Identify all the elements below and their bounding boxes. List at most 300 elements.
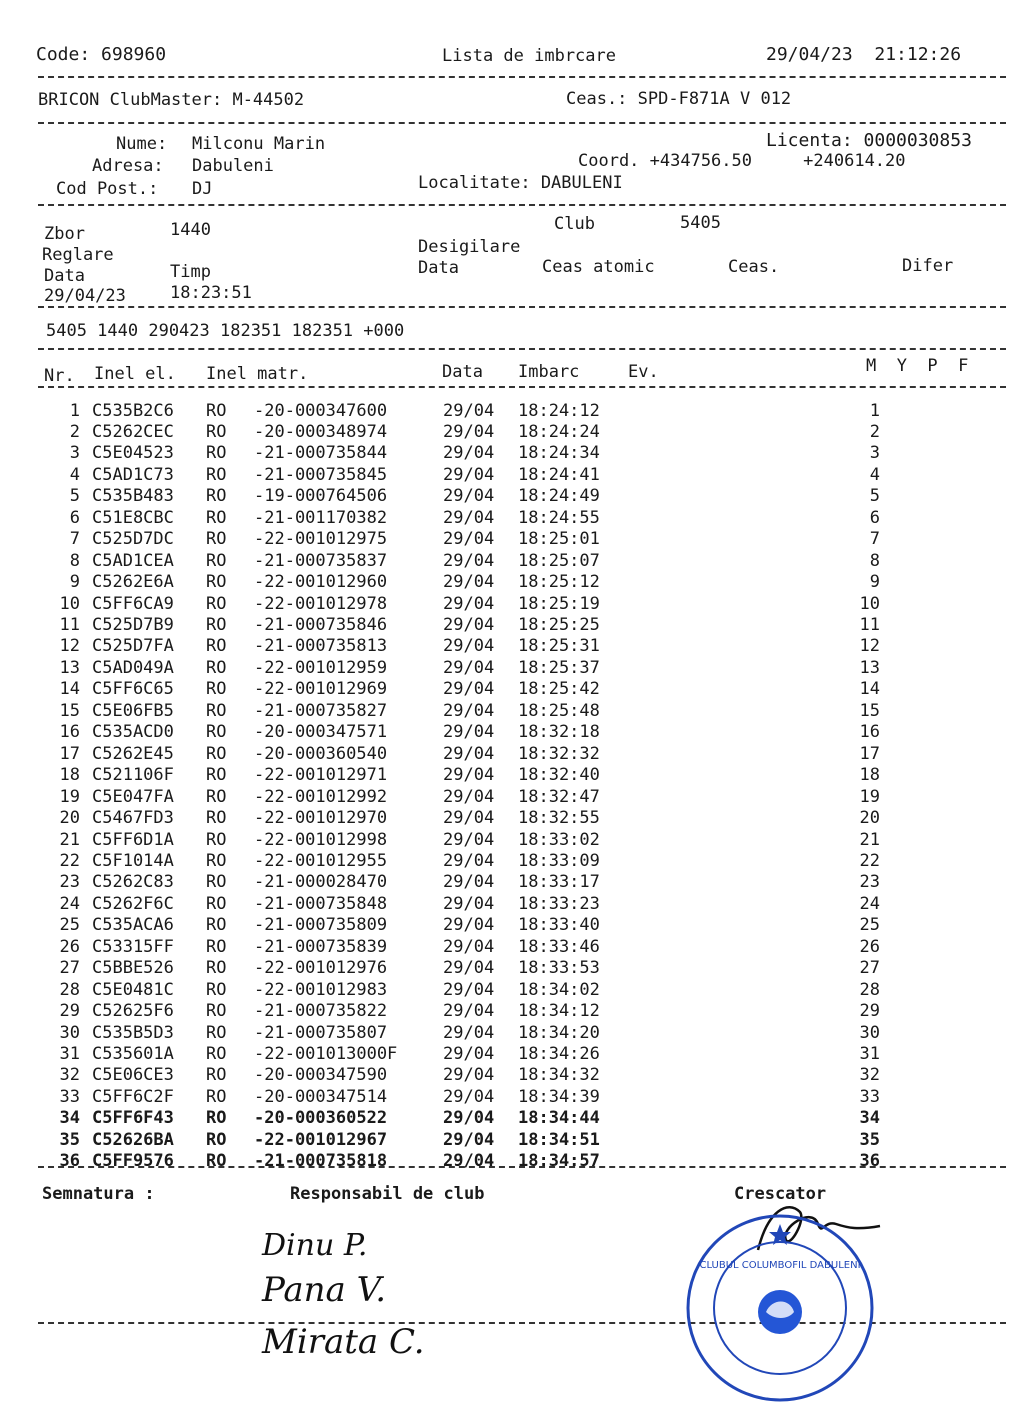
ring-number: -22-001012959: [254, 657, 388, 678]
row-number: 15: [59, 700, 80, 721]
entry-date: 29/04: [443, 657, 495, 678]
entry-date: 29/04: [443, 979, 495, 1000]
m-index: 11: [859, 615, 880, 635]
ring-number: -20-000360522: [254, 1108, 388, 1129]
ring-number: -21-000735809: [254, 915, 388, 936]
electronic-ring: C53315FF: [92, 936, 174, 957]
ring-country: RO: [206, 936, 227, 957]
ring-country: RO: [206, 1001, 227, 1022]
ring-country: RO: [206, 1129, 227, 1150]
entry-date: 29/04: [443, 572, 495, 593]
ring-number: -22-001012998: [254, 829, 388, 850]
entry-time: 18:33:23: [518, 893, 600, 914]
electronic-ring: C5AD1C73: [92, 464, 174, 485]
entry-time: 18:34:44: [518, 1108, 600, 1129]
electronic-ring: C5E047FA: [92, 786, 174, 807]
table-row: [0, 872, 1024, 893]
ring-country: RO: [206, 743, 227, 764]
table-row: [0, 1001, 1024, 1022]
electronic-ring: C525D7FA: [92, 636, 174, 657]
ring-number: -21-000028470: [254, 872, 388, 893]
ring-country: RO: [206, 636, 227, 657]
entry-date: 29/04: [443, 507, 495, 528]
ring-number: -22-001012969: [254, 679, 388, 700]
ring-number: -22-001012955: [254, 850, 388, 871]
entry-date: 29/04: [443, 464, 495, 485]
table-row: [0, 1044, 1024, 1065]
ring-country: RO: [206, 1065, 227, 1086]
row-number: 13: [59, 657, 80, 678]
ring-country: RO: [206, 979, 227, 1000]
electronic-ring: C52626BA: [92, 1129, 174, 1150]
row-number: 23: [59, 872, 80, 893]
row-number: 3: [69, 443, 80, 464]
m-index: 26: [859, 936, 880, 957]
electronic-ring: C5467FD3: [92, 808, 174, 829]
table-row: [0, 422, 1024, 443]
col-header-nr: Nr.: [44, 366, 75, 386]
row-number: 26: [59, 936, 80, 957]
table-row: [0, 615, 1024, 636]
entry-date: 29/04: [443, 808, 495, 829]
ring-country: RO: [206, 700, 227, 721]
electronic-ring: C5FF9576: [92, 1151, 174, 1172]
entry-time: 18:32:40: [518, 765, 600, 786]
row-number: 16: [59, 722, 80, 743]
table-row: [0, 1065, 1024, 1086]
electronic-ring: C5AD1CEA: [92, 550, 174, 571]
electronic-ring: C5FF6CA9: [92, 593, 174, 614]
entry-time: 18:25:37: [518, 657, 600, 678]
row-number: 31: [59, 1044, 80, 1064]
coordinates: Coord. +434756.50 +240614.20: [578, 151, 906, 171]
entry-date: 29/04: [443, 1108, 495, 1129]
row-number: 10: [59, 593, 80, 614]
ring-country: RO: [206, 786, 227, 807]
table-row: [0, 894, 1024, 915]
ceas-atomic-label: Ceas atomic: [542, 257, 655, 277]
reglare-time: 18:23:51: [170, 283, 252, 303]
ring-number: -20-000360540: [254, 743, 388, 764]
entry-time: 18:34:02: [518, 979, 600, 1000]
electronic-ring: C5E04523: [92, 443, 174, 464]
entry-date: 29/04: [443, 700, 495, 721]
ring-country: RO: [206, 1108, 227, 1129]
zbor-label: Zbor: [44, 224, 85, 244]
row-number: 2: [69, 421, 80, 442]
row-number: 8: [69, 550, 80, 571]
license-number: Licenta: 0000030853: [766, 130, 972, 151]
entry-time: 18:33:09: [518, 850, 600, 871]
row-number: 17: [59, 743, 80, 764]
entry-time: 18:25:07: [518, 550, 600, 571]
ring-number: -21-000735822: [254, 1001, 388, 1022]
m-index: 1: [869, 400, 880, 421]
entry-time: 18:25:01: [518, 529, 600, 550]
row-number: 12: [59, 636, 80, 657]
ring-country: RO: [206, 400, 227, 421]
entry-time: 18:33:53: [518, 958, 600, 979]
ring-number: -20-000347590: [254, 1065, 388, 1086]
club-label: Club: [554, 214, 595, 234]
ring-number: -22-001012983: [254, 979, 388, 1000]
entry-time: 18:33:46: [518, 936, 600, 957]
ring-number: -20-000347571: [254, 722, 388, 743]
table-row: [0, 572, 1024, 593]
ring-country: RO: [206, 615, 227, 635]
entry-time: 18:25:31: [518, 636, 600, 657]
electronic-ring: C525D7B9: [92, 615, 174, 635]
entry-date: 29/04: [443, 550, 495, 571]
table-row: [0, 808, 1024, 829]
row-number: 20: [59, 808, 80, 829]
table-row: [0, 830, 1024, 851]
ring-number: -22-001012970: [254, 808, 388, 829]
row-number: 21: [59, 829, 80, 850]
document-code: Code: 698960: [36, 44, 167, 65]
ring-number: -21-000735839: [254, 936, 388, 957]
row-number: 14: [59, 679, 80, 700]
entry-date: 29/04: [443, 786, 495, 807]
owner-postcode: DJ: [192, 179, 213, 199]
entry-date: 29/04: [443, 529, 495, 550]
ring-country: RO: [206, 893, 227, 914]
breeder-label: Crescator: [734, 1184, 827, 1204]
ring-country: RO: [206, 850, 227, 871]
ring-country: RO: [206, 1022, 227, 1043]
entry-time: 18:34:32: [518, 1065, 600, 1086]
clock-id: Ceas.: SPD-F871A V 012: [566, 89, 792, 109]
electronic-ring: C5FF6F43: [92, 1108, 174, 1129]
entry-time: 18:34:12: [518, 1001, 600, 1022]
ring-country: RO: [206, 1044, 227, 1064]
entry-date: 29/04: [443, 765, 495, 786]
entry-date: 29/04: [443, 1129, 495, 1150]
ring-number: -21-001170382: [254, 507, 388, 528]
table-row: [0, 765, 1024, 786]
m-index: 30: [859, 1022, 880, 1043]
row-number: 29: [59, 1001, 80, 1022]
table-row: [0, 658, 1024, 679]
ring-country: RO: [206, 443, 227, 464]
difer-label: Difer: [902, 256, 954, 276]
entry-time: 18:24:34: [518, 443, 600, 464]
reglare-date: 29/04/23: [44, 286, 126, 306]
entry-time: 18:34:39: [518, 1086, 600, 1107]
divider: [38, 306, 1006, 308]
ring-country: RO: [206, 722, 227, 743]
table-row: [0, 937, 1024, 958]
col-header-ev: Ev.: [628, 362, 659, 382]
m-index: 18: [859, 765, 880, 786]
ring-number: -21-000735848: [254, 893, 388, 914]
entry-date: 29/04: [443, 636, 495, 657]
m-index: 33: [859, 1086, 880, 1107]
m-index: 32: [859, 1065, 880, 1086]
ring-number: -21-000735845: [254, 464, 388, 485]
table-row: [0, 679, 1024, 700]
m-index: 17: [859, 743, 880, 764]
row-number: 24: [59, 893, 80, 914]
row-number: 6: [69, 507, 80, 528]
ring-country: RO: [206, 1086, 227, 1107]
row-number: 33: [59, 1086, 80, 1107]
ring-number: -21-000735846: [254, 615, 388, 635]
table-row: [0, 744, 1024, 765]
table-row: [0, 508, 1024, 529]
m-index: 35: [859, 1129, 880, 1150]
row-number: 4: [69, 464, 80, 485]
row-number: 28: [59, 979, 80, 1000]
entry-date: 29/04: [443, 1044, 495, 1064]
m-index: 20: [859, 808, 880, 829]
m-index: 2: [869, 421, 880, 442]
ring-country: RO: [206, 572, 227, 593]
owner-name: Milconu Marin: [192, 134, 326, 154]
m-index: 12: [859, 636, 880, 657]
entry-date: 29/04: [443, 486, 495, 507]
table-row: [0, 443, 1024, 464]
ring-country: RO: [206, 808, 227, 829]
m-index: 21: [859, 829, 880, 850]
m-index: 23: [859, 872, 880, 893]
entry-time: 18:25:48: [518, 700, 600, 721]
row-number: 1: [69, 400, 80, 421]
divider: [38, 76, 1006, 78]
ring-country: RO: [206, 657, 227, 678]
entry-time: 18:34:57: [518, 1151, 600, 1172]
entry-time: 18:25:19: [518, 593, 600, 614]
electronic-ring: C535B2C6: [92, 400, 174, 421]
entry-date: 29/04: [443, 1065, 495, 1086]
row-number: 32: [59, 1065, 80, 1086]
ring-country: RO: [206, 915, 227, 936]
table-row: [0, 851, 1024, 872]
entry-time: 18:32:55: [518, 808, 600, 829]
entry-time: 18:25:12: [518, 572, 600, 593]
electronic-ring: C535ACA6: [92, 915, 174, 936]
entry-time: 18:24:24: [518, 421, 600, 442]
entry-time: 18:33:17: [518, 872, 600, 893]
ring-number: -21-000735807: [254, 1022, 388, 1043]
entry-time: 18:32:18: [518, 722, 600, 743]
table-row: [0, 915, 1024, 936]
table-row: [0, 1108, 1024, 1129]
electronic-ring: C535B483: [92, 486, 174, 507]
m-index: 22: [859, 850, 880, 871]
entry-time: 18:24:12: [518, 400, 600, 421]
electronic-ring: C5F1014A: [92, 850, 174, 871]
entry-date: 29/04: [443, 829, 495, 850]
electronic-ring: C5FF6C2F: [92, 1086, 174, 1107]
ring-number: -22-001012978: [254, 593, 388, 614]
m-index: 34: [859, 1108, 880, 1129]
electronic-ring: C5BBE526: [92, 958, 174, 979]
m-index: 29: [859, 1001, 880, 1022]
row-number: 34: [59, 1108, 80, 1129]
entry-date: 29/04: [443, 1151, 495, 1172]
entry-time: 18:34:26: [518, 1044, 600, 1064]
electronic-ring: C535601A: [92, 1044, 174, 1064]
col-header-data: Data: [442, 362, 483, 382]
divider: [38, 204, 1006, 206]
table-row: [0, 1151, 1024, 1172]
entry-date: 29/04: [443, 1022, 495, 1043]
m-index: 6: [869, 507, 880, 528]
ring-country: RO: [206, 829, 227, 850]
entry-date: 29/04: [443, 679, 495, 700]
ring-number: -22-001012975: [254, 529, 388, 550]
entry-time: 18:33:02: [518, 829, 600, 850]
data-label: Data: [44, 266, 85, 286]
ring-number: -21-000735818: [254, 1151, 388, 1172]
stamp-inner-text: CLUBUL COLUMBOFIL DABULENI: [699, 1260, 861, 1271]
electronic-ring: C5FF6C65: [92, 679, 174, 700]
postcode-label: Cod Post.:: [56, 179, 159, 199]
club-stamp: [680, 1208, 880, 1408]
table-row: [0, 722, 1024, 743]
ceas-label: Ceas.: [728, 257, 780, 277]
desigilare-label: Desigilare: [418, 237, 521, 257]
table-row: [0, 636, 1024, 657]
electronic-ring: C5E06CE3: [92, 1065, 174, 1086]
entry-date: 29/04: [443, 958, 495, 979]
row-number: 22: [59, 850, 80, 871]
entry-date: 29/04: [443, 872, 495, 893]
entry-date: 29/04: [443, 743, 495, 764]
ring-number: -22-001012967: [254, 1129, 388, 1150]
entry-time: 18:32:47: [518, 786, 600, 807]
summary-line: 5405 1440 290423 182351 182351 +000: [46, 321, 405, 341]
table-row: [0, 401, 1024, 422]
document-datetime: 29/04/23 21:12:26: [766, 44, 962, 65]
table-row: [0, 701, 1024, 722]
m-index: 31: [859, 1044, 880, 1064]
entry-time: 18:33:40: [518, 915, 600, 936]
m-index: 14: [859, 679, 880, 700]
handwritten-signature-3: Mirata C.: [262, 1322, 425, 1362]
entry-date: 29/04: [443, 400, 495, 421]
table-row: [0, 980, 1024, 1001]
ring-number: -20-000347600: [254, 400, 388, 421]
entry-date: 29/04: [443, 1086, 495, 1107]
row-number: 35: [59, 1129, 80, 1150]
club-responsible-label: Responsabil de club: [290, 1184, 485, 1204]
ring-number: -20-000348974: [254, 421, 388, 442]
ring-number: -22-001012971: [254, 765, 388, 786]
reglare-label: Reglare: [42, 245, 114, 265]
entry-time: 18:24:41: [518, 464, 600, 485]
row-number: 5: [69, 486, 80, 507]
ring-country: RO: [206, 958, 227, 979]
table-row: [0, 529, 1024, 550]
m-index: 36: [859, 1151, 880, 1172]
m-index: 10: [859, 593, 880, 614]
electronic-ring: C535ACD0: [92, 722, 174, 743]
entry-date: 29/04: [443, 593, 495, 614]
zbor-value: 1440: [170, 220, 211, 240]
entry-date: 29/04: [443, 421, 495, 442]
electronic-ring: C521106F: [92, 765, 174, 786]
divider: [38, 1166, 1006, 1168]
m-index: 3: [869, 443, 880, 464]
ring-number: -22-001012960: [254, 572, 388, 593]
ring-country: RO: [206, 765, 227, 786]
device-model: BRICON ClubMaster: M-44502: [38, 90, 305, 110]
ring-number: -21-000735813: [254, 636, 388, 657]
table-row: [0, 465, 1024, 486]
handwritten-signature-2: Pana V.: [262, 1270, 387, 1310]
table-row: [0, 594, 1024, 615]
divider: [38, 348, 1006, 350]
handwritten-signature-1: Dinu P.: [262, 1228, 368, 1263]
entry-time: 18:25:42: [518, 679, 600, 700]
entry-date: 29/04: [443, 615, 495, 635]
electronic-ring: C5E0481C: [92, 979, 174, 1000]
entry-date: 29/04: [443, 722, 495, 743]
address-label: Adresa:: [92, 156, 164, 176]
timp-label: Timp: [170, 262, 211, 282]
entry-time: 18:24:55: [518, 507, 600, 528]
divider: [38, 122, 1006, 124]
ring-country: RO: [206, 529, 227, 550]
owner-address: Dabuleni: [192, 156, 274, 176]
ring-country: RO: [206, 872, 227, 893]
m-index: 7: [869, 529, 880, 550]
ring-number: -22-001012976: [254, 958, 388, 979]
signature-label: Semnatura :: [42, 1184, 155, 1204]
document-title: Lista de imbrcare: [442, 46, 616, 66]
m-index: 16: [859, 722, 880, 743]
ring-country: RO: [206, 550, 227, 571]
table-row: [0, 551, 1024, 572]
ring-number: -21-000735844: [254, 443, 388, 464]
ring-country: RO: [206, 421, 227, 442]
row-number: 19: [59, 786, 80, 807]
ring-number: -20-000347514: [254, 1086, 388, 1107]
col-header-inel-el: Inel el.: [94, 364, 176, 384]
electronic-ring: C5262E6A: [92, 572, 174, 593]
row-number: 9: [69, 572, 80, 593]
col-header-imbarc: Imbarc: [518, 362, 580, 382]
electronic-ring: C52625F6: [92, 1001, 174, 1022]
electronic-ring: C5E06FB5: [92, 700, 174, 721]
ring-country: RO: [206, 593, 227, 614]
row-number: 7: [69, 529, 80, 550]
ring-country: RO: [206, 464, 227, 485]
row-number: 25: [59, 915, 80, 936]
ring-country: RO: [206, 1151, 227, 1172]
m-index: 25: [859, 915, 880, 936]
name-label: Nume:: [116, 134, 168, 154]
electronic-ring: C5AD049A: [92, 657, 174, 678]
table-row: [0, 958, 1024, 979]
electronic-ring: C5262CEC: [92, 421, 174, 442]
entry-time: 18:34:51: [518, 1129, 600, 1150]
ring-number: -21-000735827: [254, 700, 388, 721]
ring-number: -19-000764506: [254, 486, 388, 507]
row-number: 11: [59, 615, 80, 635]
entry-date: 29/04: [443, 915, 495, 936]
m-index: 27: [859, 958, 880, 979]
electronic-ring: C5262C83: [92, 872, 174, 893]
ring-number: -22-001012992: [254, 786, 388, 807]
club-value: 5405: [680, 213, 721, 233]
ring-country: RO: [206, 679, 227, 700]
m-index: 15: [859, 700, 880, 721]
m-index: 28: [859, 979, 880, 1000]
row-number: 36: [59, 1151, 80, 1172]
